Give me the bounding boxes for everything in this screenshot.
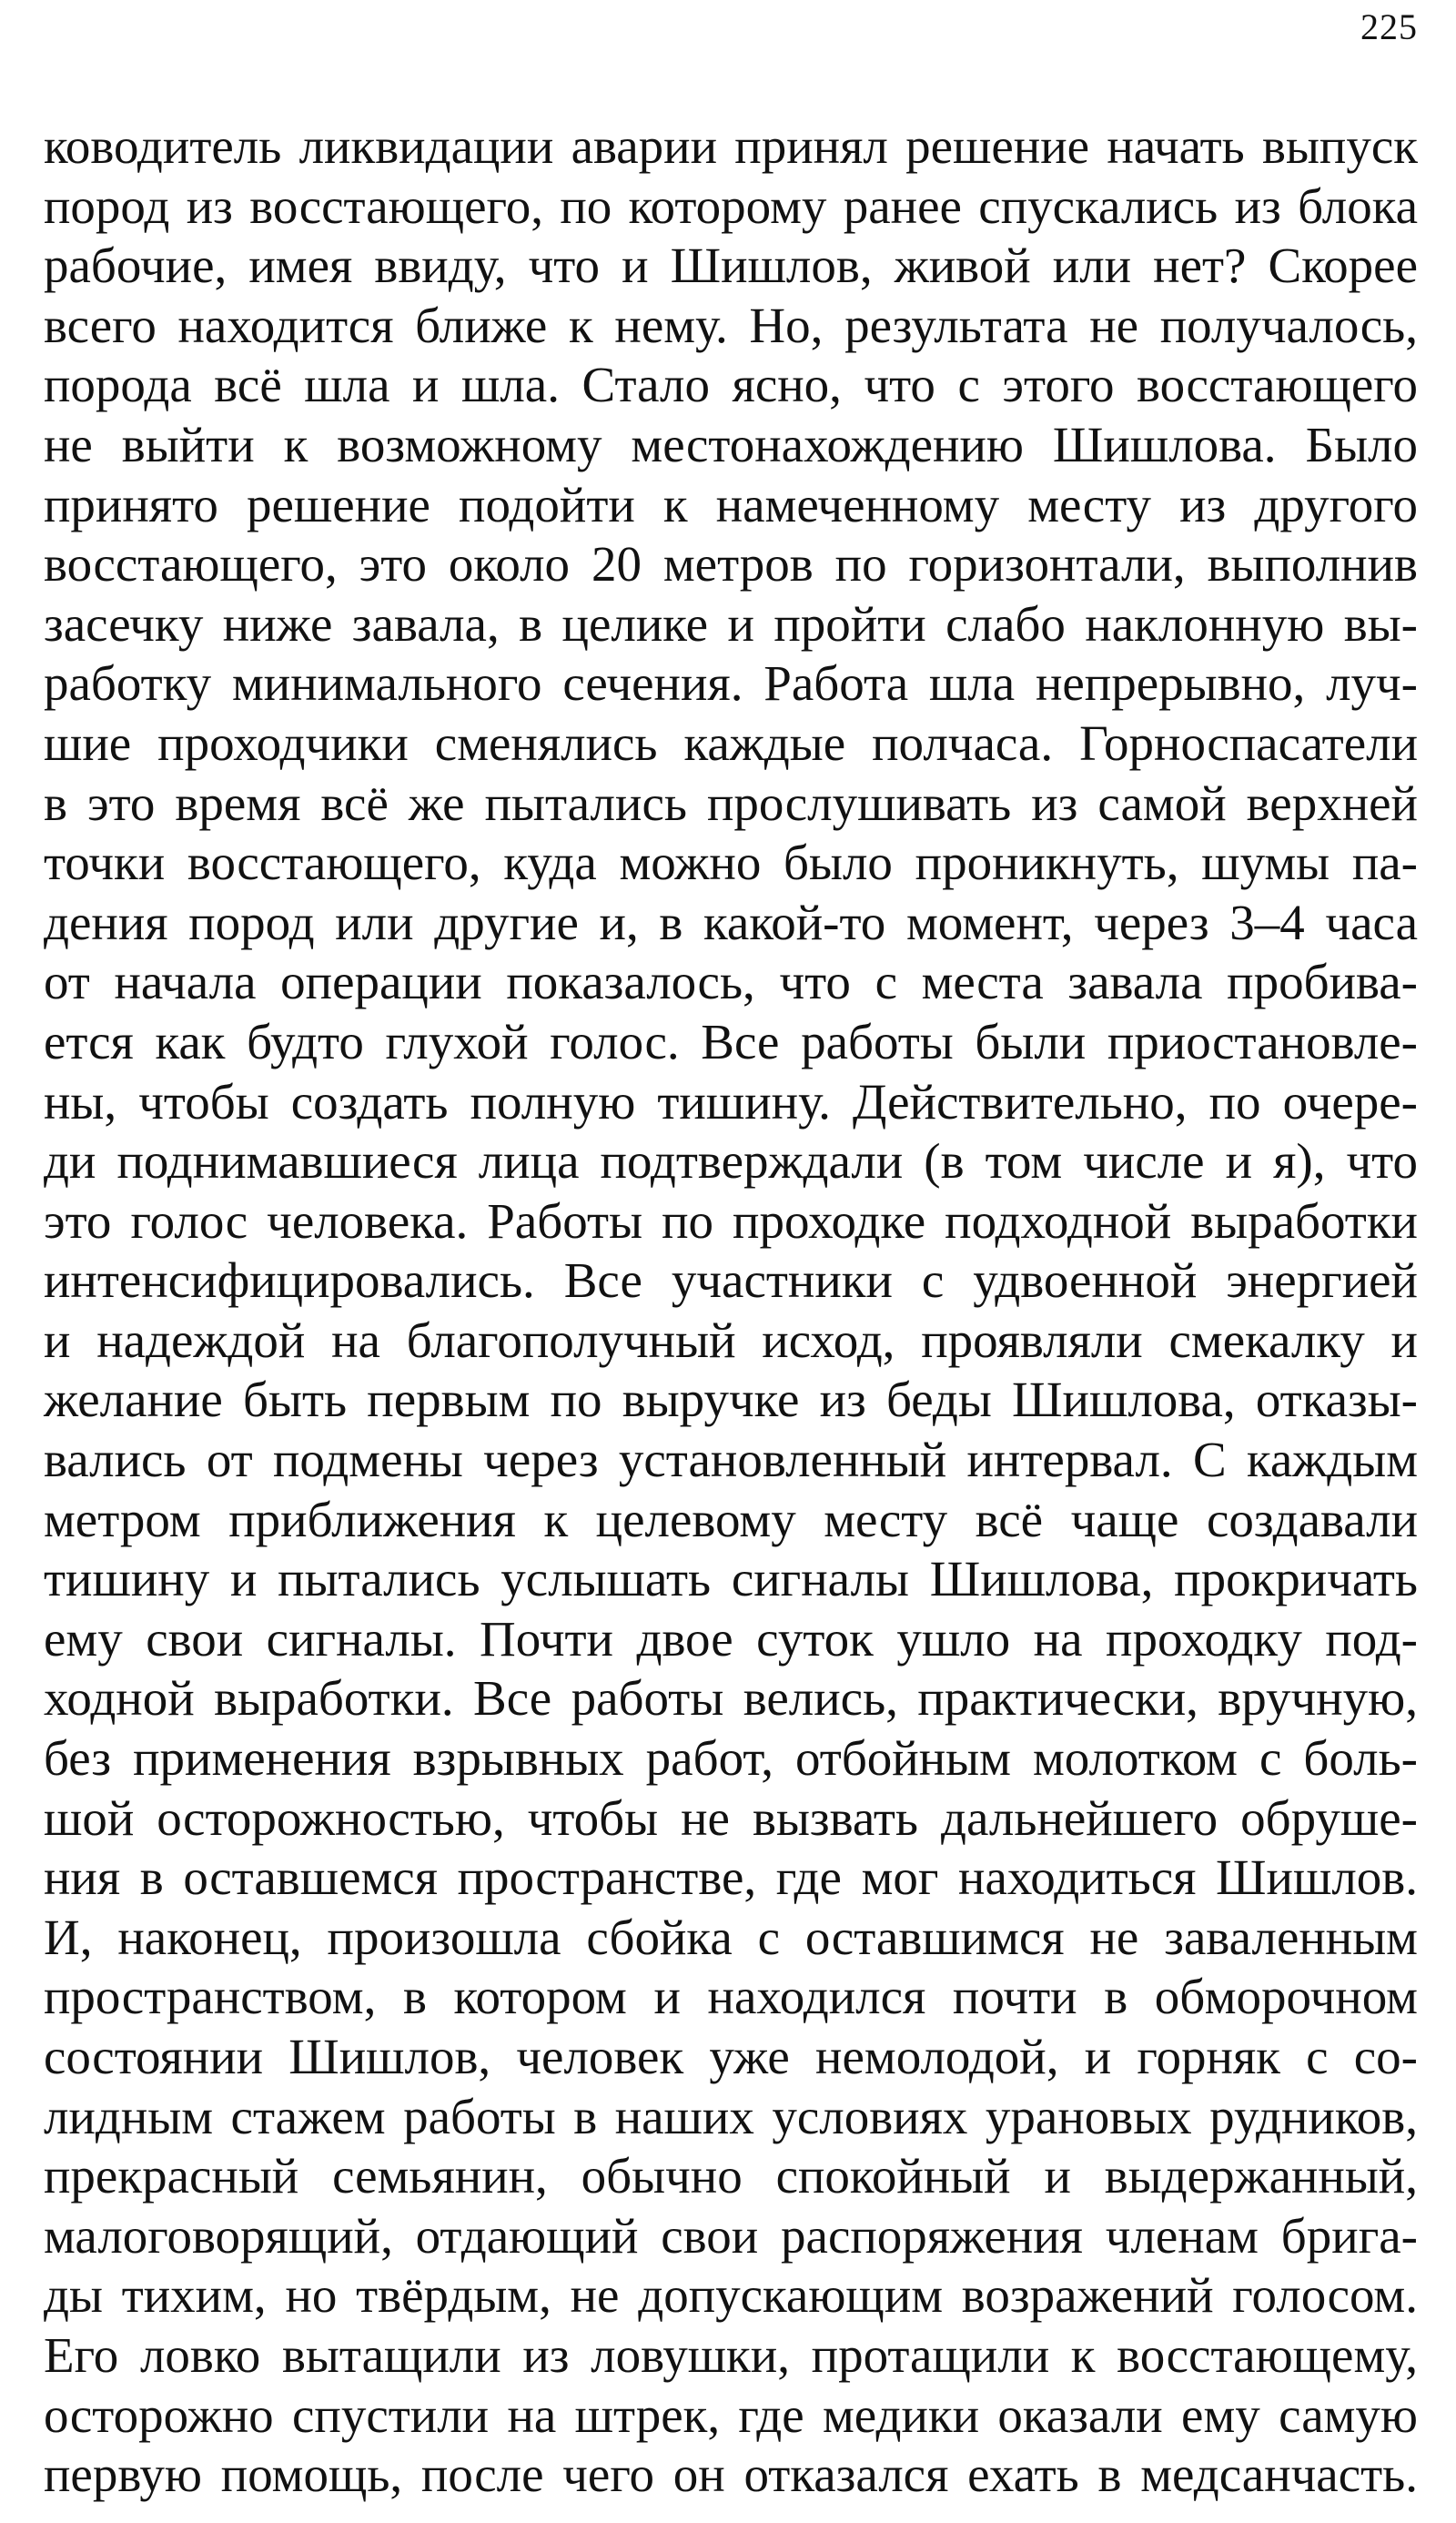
text-line: в это время всё же пытались прослушивать из самой верхней <box>44 775 1418 831</box>
text-line: ководитель ликвидации аварии принял решение начать выпуск <box>44 118 1418 174</box>
text-line: осторожно спустили на штрек, где медики оказали ему самую <box>44 2386 1418 2443</box>
text-line: пород из восстающего, по которому ранее спускались из блока <box>44 177 1418 234</box>
text-line: всего находится ближе к нему. Но, результата не получалось, <box>44 297 1418 353</box>
text-line: не выйти к возможному местонахождению Шишлова. Было <box>44 416 1418 472</box>
body-text <box>44 117 1418 2505</box>
text-line: И, наконец, произошла сбойка с оставшимся не заваленным <box>44 1909 1418 1965</box>
text-line: состоянии Шишлов, человек уже немолодой, и горняк с со- <box>44 2029 1418 2084</box>
text-line: желание быть первым по выручке из беды Шишлова, отказы- <box>44 1372 1418 1428</box>
text-line: тишину и пытались услышать сигналы Шишлова, прокричать <box>44 1551 1418 1607</box>
text-line: шой осторожностью, чтобы не вызвать дальнейшего обруше- <box>44 1789 1418 1846</box>
text-line: метром приближения к целевому месту всё чаще создавали <box>44 1491 1418 1547</box>
text-line: восстающего, это около 20 метров по горизонтали, выполнив <box>44 536 1418 593</box>
text-line: малоговорящий, отдающий свои распоряжения членам брига- <box>44 2207 1418 2264</box>
text-line: порода всё шла и шла. Стало ясно, что с этого восстающего <box>44 357 1418 413</box>
text-line: интенсифицировались. Все участники с удвоенной энергией <box>44 1252 1418 1309</box>
text-line: прекрасный семьянин, обычно спокойный и выдержанный, <box>44 2148 1418 2204</box>
text-line: засечку ниже завала, в целике и пройти слабо наклонную вы- <box>44 595 1418 652</box>
page-number: 225 <box>1360 6 1418 47</box>
text-line: точки восстающего, куда можно было проникнуть, шумы па- <box>44 835 1418 891</box>
text-line: вались от подмены через установленный интервал. С каждым <box>44 1432 1418 1488</box>
text-line: ходной выработки. Все работы велись, практически, вручную, <box>44 1670 1418 1727</box>
text-line: шие проходчики сменялись каждые полчаса. Горноспасатели <box>44 714 1418 771</box>
text-line: рабочие, имея ввиду, что и Шишлов, живой или нет? Скорее <box>44 238 1418 294</box>
text-line: ди поднимавшиеся лица подтверждали (в том числе и я), что <box>44 1133 1418 1190</box>
text-line: ны, чтобы создать полную тишину. Действительно, по очере- <box>44 1073 1418 1130</box>
text-line: от начала операции показалось, что с места завала пробива- <box>44 954 1418 1010</box>
text-line: первую помощь, после чего он отказался ехать в медсанчасть. <box>44 2447 1418 2503</box>
text-line: дения пород или другие и, в какой-то момент, через 3–4 часа <box>44 894 1418 950</box>
text-line: без применения взрывных работ, отбойным молотком с боль- <box>44 1730 1418 1787</box>
text-line: ния в оставшемся пространстве, где мог находиться Шишлов. <box>44 1849 1418 1906</box>
text-line: лидным стажем работы в наших условиях урановых рудников, <box>44 2088 1418 2144</box>
text-line: и надеждой на благополучный исход, проявляли смекалку и <box>44 1312 1418 1368</box>
text-line: Его ловко вытащили из ловушки, протащили к восстающему, <box>44 2326 1418 2383</box>
text-line: ему свои сигналы. Почти двое суток ушло на проходку под- <box>44 1610 1418 1667</box>
text-line: работку минимального сечения. Работа шла непрерывно, луч- <box>44 655 1418 712</box>
text-line: это голос человека. Работы по проходке подходной выработки <box>44 1192 1418 1249</box>
text-line: принято решение подойти к намеченному месту из другого <box>44 476 1418 532</box>
text-line: ется как будто глухой голос. Все работы были приостановле- <box>44 1013 1418 1069</box>
text-line: ды тихим, но твёрдым, не допускающим возражений голосом. <box>44 2267 1418 2324</box>
text-line: пространством, в котором и находился почти в обморочном <box>44 1969 1418 2025</box>
